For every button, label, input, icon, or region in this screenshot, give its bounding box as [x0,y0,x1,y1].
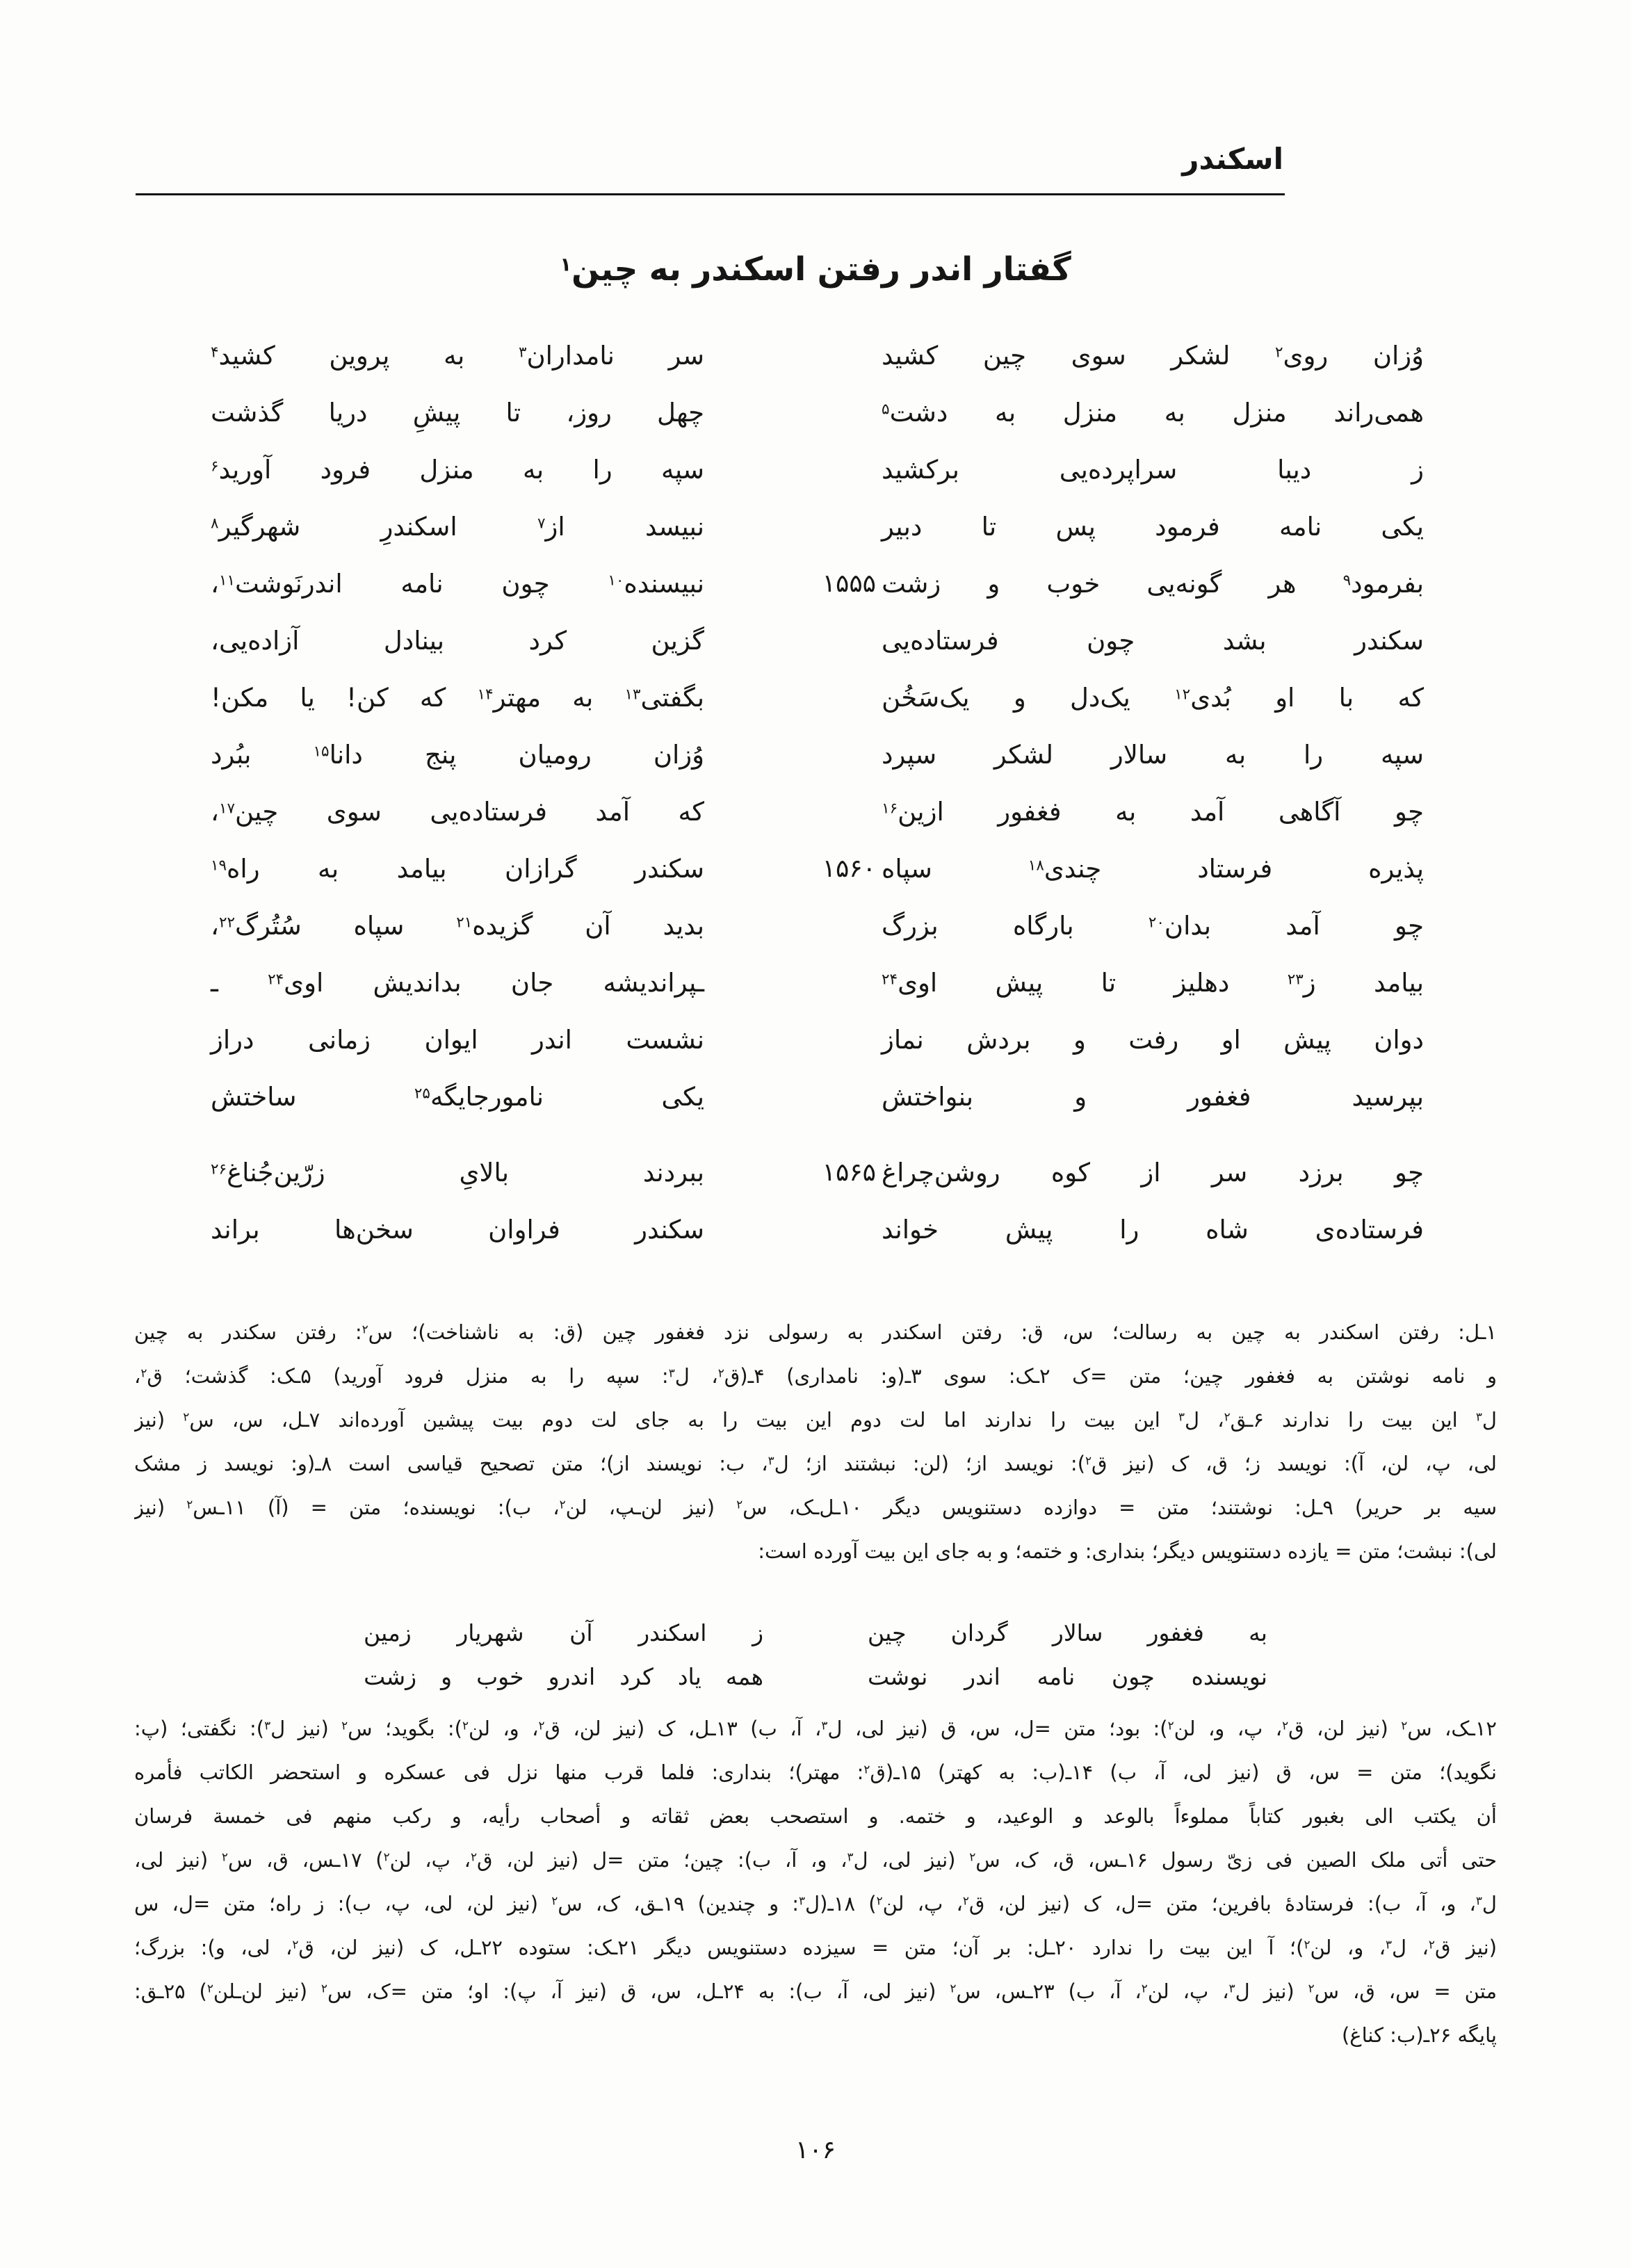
verse-word: و [1074,1081,1087,1112]
verse-word: با [1338,682,1354,713]
verse-line-number: ۱۵۶۵ [822,1158,876,1187]
verse-word: به [1115,796,1137,827]
verse-word: چو [1395,796,1424,827]
running-title: اسکندر [1182,142,1283,176]
second-hemistich [364,1619,763,1646]
verse-word: یکی [1381,511,1424,542]
verse-word: پیشِ [412,397,461,428]
verse-word: دانا$^{۱۵}$ [313,739,363,770]
verse-word: بارگاه [1012,910,1074,941]
second-hemistich [211,968,704,998]
first-hemistich [882,740,1424,770]
verse-word: که [678,796,704,827]
verse-word: گونه‌یی [1146,568,1222,599]
verse-word: خوب [1046,568,1101,599]
section-title-footnote-ref: ۱ [560,254,571,276]
second-hemistich [364,1663,763,1690]
verse-word: از$^۷$ [537,511,565,542]
verse-word: دریا [328,397,368,428]
verse-word: اندر [964,1663,1000,1690]
second-hemistich [211,854,704,884]
verse-word: سالار [1052,1619,1103,1646]
verse-word: فرستاده‌یی [430,796,547,827]
verse-row [134,726,1497,783]
verse-word: از [1141,1157,1161,1188]
verse-word: اوی$^{۲۴}$ [268,967,324,998]
verse-word: شهریار [457,1619,524,1646]
verse-word: سپه [1380,739,1424,770]
first-hemistich [882,341,1424,371]
verse-word: نماز [882,1024,924,1055]
second-hemistich [211,398,704,428]
footnotes-block [134,1311,1497,2057]
verse-word: سخن‌ها [334,1214,414,1245]
verse-word: سر [668,340,704,371]
verse-word: ببردند [642,1157,704,1188]
first-hemistich [868,1619,1267,1646]
verse-word: بزرگ [882,910,939,941]
first-hemistich [882,911,1424,941]
verse-word: ز$^{۲۳}$ [1287,967,1316,998]
verse-row [134,555,1497,612]
footnote-verse-row [134,1655,1497,1699]
verse-word: آمد [595,796,630,827]
verse-row [134,1201,1497,1258]
first-hemistich [882,854,1424,884]
verse-word: اسکندر [638,1619,707,1646]
verse-word: کوه [1050,1157,1091,1188]
verse-word: آمد [1285,910,1320,941]
verse-word: به [1225,739,1247,770]
verse-word: سکندر [635,1214,704,1245]
verse-word: را [1119,1214,1139,1245]
verse-word: تا [505,397,521,428]
verse-word: نبیسنده$^{۱۰}$ [608,568,704,599]
verse-word: سپرد [882,739,937,770]
verse-word: بینادل [383,625,445,656]
verse-row [134,783,1497,840]
verse-word: را [592,454,612,485]
verse-word: و [987,568,1000,599]
verse-word: آزاده‌یی، [211,625,300,656]
second-hemistich [211,341,704,371]
verse-word: و [1073,1024,1086,1055]
verse-word: گردان [950,1619,1008,1646]
verse-row [134,441,1497,498]
verse-row [134,954,1497,1011]
verse-word: کرد [619,1663,654,1690]
verse-word: یا [300,682,315,713]
first-hemistich [882,455,1424,485]
verse-word: چون [1112,1663,1155,1690]
verse-word: او [1221,1024,1241,1055]
verse-word: چهل [657,397,704,428]
verse-word: منزل [1062,397,1118,428]
verse-word: ازین$^{۱۶}$ [882,796,944,827]
verse-word: روی$^۲$ [1275,340,1329,371]
verse-word: روشن‌چراغ [882,1157,1000,1188]
verse-word: آن [569,1619,593,1646]
verse-word: را [1303,739,1324,770]
first-hemistich [882,968,1424,998]
second-hemistich [211,626,704,656]
verse-word: بداندیش [373,967,462,998]
first-hemistich [882,569,1424,599]
verse-word: چو [1395,1157,1424,1188]
verse-word: زمین [364,1619,412,1646]
verse-word: زرّین‌جُناغ$^{۲۶}$ [211,1157,325,1188]
verse-word: کرد [528,625,567,656]
verse-word: آمد [1190,796,1225,827]
first-hemistich [882,398,1424,428]
verse-word: نامه [400,568,444,599]
verse-word: فرستاده‌یی [882,625,999,656]
verse-word: نامه [1279,511,1322,542]
verse-word: جان [510,967,554,998]
verse-word: نبیسد [644,511,704,542]
verse-word: دراز [211,1024,254,1055]
verse-word: به [995,397,1016,428]
footnote-line: متن = س، ق، س$^۲$ (نیز ل$^۳$، پ، لن$^۲$، آ، ب) ۲۳ـس، س$^۲$ (نیز لی، آ، ب): به ۲۴ـل، س، ق (نیز آ، پ): او؛ متن =ک، س$^۲$ (نیز لن‌ـلن$^۲$) ۲۵ـق: [134,1979,1497,2003]
verse-row [134,1068,1497,1125]
verse-word: به [318,853,339,884]
second-hemistich [211,797,704,827]
footnote-line: حتی أتی ملک الصین فی زیّ رسول ۱۶ـس، ق، ک، س$^۲$ (نیز لی، ل$^۳$، و، آ، ب): چین؛ متن =ل (نیز لن، ق$^۲$، پ، لن$^۲$) ۱۷ـس، ق، س$^۲$ (نیز لی، [134,1848,1497,1872]
verse-word: دیبا [1277,454,1312,485]
verse-word: فراوان [488,1214,560,1245]
verse-word: چون [1087,625,1135,656]
second-hemistich [211,1025,704,1055]
verse-word: رومیان [518,739,592,770]
verse-word: به [572,682,594,713]
verse-word: پنج [425,739,457,770]
verse-word: گرازان [505,853,577,884]
verse-word: یاد [677,1663,701,1690]
verse-word: خواند [882,1214,939,1245]
verse-word: کشید [882,340,939,371]
verse-word: سوی [1071,340,1126,371]
verse-word: سپه [660,454,704,485]
verse-word: فرمود [1155,511,1220,542]
verse-word: منزل [1232,397,1287,428]
verse-block-2 [134,1144,1497,1258]
verse-word: براند [211,1214,260,1245]
verse-word: آگاهی [1278,796,1341,827]
verse-word: بپرسید [1352,1081,1424,1112]
verse-word: لشکر [993,739,1054,770]
verse-word: پس [1055,511,1096,542]
verse-row [134,897,1497,954]
verse-word: بردش [966,1024,1031,1055]
verse-word: که [419,682,446,713]
verse-word: سوی [326,796,382,827]
verse-word: شهرگیر$^۸$ [211,511,301,542]
first-hemistich [868,1663,1267,1690]
verse-word: یک‌سَخُن [882,682,970,713]
verse-word: منزل [419,454,474,485]
second-hemistich [211,683,704,713]
verse-word: بفرمود$^۹$ [1342,568,1424,599]
verse-word: چین [868,1619,907,1646]
second-hemistich [211,740,704,770]
verse-word: نامداران$^۳$ [518,340,615,371]
verse-word: اندرنَوشت$^{۱۱}$، [211,568,343,599]
verse-word: به [523,454,544,485]
verse-word: سُتُرگ$^{۲۲}$، [211,910,302,941]
verse-word: بیامد [1374,967,1424,998]
first-hemistich [882,626,1424,656]
footnote-line: ل$^۳$، و، آ، ب): فرستادهٔ بافرین؛ متن =ل، ک (نیز لن، ق$^۲$، پ، لن$^۲$) ۱۸ـ(ل$^۳$: و چندین) ۱۹ـق، ک، س$^۲$ (نیز لن، لی، پ، ب): ز راه؛ متن =ل، س [134,1892,1497,1915]
verse-word: اوی$^{۲۴}$ [882,967,938,998]
first-hemistich [882,1215,1424,1245]
verse-word: بالایِ [459,1157,510,1188]
verse-word: سراپرده‌یی [1059,454,1178,485]
verse-word: بشد [1222,625,1267,656]
verse-word: پروین [329,340,390,371]
second-hemistich [211,512,704,542]
footnote-line: نگوید)؛ متن = س، ق (نیز لی، آ، ب) ۱۴ـ(ب: به کهتر) ۱۵ـ(ق$^۲$: مهتر)؛ بنداری: فلما قرب منها نزل فی عسکره و استحضر الکاتب فأمره [134,1760,1497,1784]
first-hemistich [882,1025,1424,1055]
verse-word: همی‌راند [1333,397,1424,428]
verse-word: تا [1101,967,1117,998]
verse-word: اندر [532,1024,572,1055]
verse-block-1 [134,327,1497,1125]
verse-word: اسکندرِ [380,511,457,542]
verse-word: چو [1395,910,1424,941]
verse-word: کشید$^۴$ [211,340,275,371]
header-rule [136,193,1285,195]
verse-word: اندرو [548,1663,596,1690]
verse-word: زشت [882,568,941,599]
verse-word: وُزان [653,739,704,770]
verse-word: همه [725,1663,763,1690]
footnote-verse-row [134,1611,1497,1655]
verse-word: آورید$^۶$ [211,454,272,485]
verse-word: گزیده$^{۲۱}$ [456,910,533,941]
footnote-line: سیه بر حریر) ۹ـل: نوشتند؛ متن = دوازده دستنویس دیگر ۱۰ـل‌ـک، س$^۲$ (نیز لن‌ـپ، لن$^۲$، ب): نویسنده؛ متن = (آ) ۱۱ـس$^۲$ (نیز [134,1496,1497,1519]
verse-word: برکشید [882,454,959,485]
verse-word: چندی$^{۱۸}$ [1028,853,1102,884]
verse-word: نامه [1037,1663,1076,1690]
verse-word: فرستاد [1197,853,1273,884]
verse-word: زمانی [307,1024,371,1055]
footnote-line: لی): نبشت؛ متن = یازده دستنویس دیگر؛ بنداری: و ختمه؛ و به جای این بیت آورده است: [758,1539,1497,1563]
verse-word: سکندر [635,853,704,884]
verse-word: چون [501,568,550,599]
second-hemistich [211,455,704,485]
verse-word: پیش [1283,1024,1331,1055]
second-hemistich [211,569,704,599]
verse-row [134,612,1497,669]
first-hemistich [882,512,1424,542]
verse-word: پیش [1005,1214,1053,1245]
verse-word: وُزان [1372,340,1424,371]
verse-word: رفت [1128,1024,1179,1055]
verse-word: دبیر [882,511,923,542]
verse-word: لشکر [1171,340,1231,371]
verse-word: مکن! [211,682,269,713]
verse-line-number: ۱۵۶۰ [822,854,876,883]
verse-word: پیش [995,967,1044,998]
section-title [134,250,1497,289]
verse-word: سکندر [1354,625,1424,656]
verse-word: و [1013,682,1026,713]
verse-word: به [1249,1619,1267,1646]
verse-word: چین$^{۱۷}$، [211,796,279,827]
verse-word: پذیره [1368,853,1424,884]
verse-line-number: ۱۵۵۵ [822,569,876,598]
verse-word: نامورجایگه$^{۲۵}$ [414,1081,544,1112]
verse-word: سپاه [882,853,932,884]
second-hemistich [211,1158,704,1188]
page-number: ۱۰۶ [795,2136,836,2164]
verse-row [134,840,1497,897]
verse-row [134,1144,1497,1201]
verse-word: کن! [346,682,389,713]
second-hemistich [211,1215,704,1245]
verse-word: و [441,1663,453,1690]
verse-word: بنواختش [882,1081,974,1112]
verse-word: یکی [661,1081,704,1112]
second-hemistich [211,911,704,941]
verse-word: فرستاده‌ی [1315,1214,1424,1245]
verse-word: زشت [364,1663,417,1690]
verse-word: هر [1268,568,1297,599]
verse-word: خوب [476,1663,524,1690]
verse-word: بُدی$^{۱۲}$ [1174,682,1231,713]
verse-row [134,327,1497,384]
verse-word: راه$^{۱۹}$ [211,853,260,884]
verse-word: نویسنده [1191,1663,1267,1690]
footnote-line: ل$^۳$ این بیت را ندارند ۶ـق$^۲$، ل$^۳$ این بیت را ندارند اما لت دوم این بیت را به جای لت دوم بیت پیشین آورده‌اند ۷ـل، س، س$^۲$ (نیز [134,1408,1497,1432]
verse-word: ـ [211,967,218,998]
verse-row [134,384,1497,441]
footnote-line: ۱ـل: رفتن اسکندر به چین به رسالت؛ س، ق: رفتن اسکندر به رسولی نزد فغفور چین (ق: به ناشناخت)؛ س$^۲$: رفتن سکندر به چین [134,1320,1497,1344]
verse-row [134,1011,1497,1068]
verse-word: فرود [320,454,371,485]
first-hemistich [882,683,1424,713]
verse-row [134,669,1497,726]
footnote-line: پایگه ۲۶ـ(ب: کناغ) [1341,2023,1497,2047]
verse-word: ایوان [424,1024,478,1055]
verse-word: ز [752,1619,763,1646]
second-hemistich [211,1082,704,1112]
verse-word: بگفتی$^{۱۳}$ [624,682,704,713]
verse-word: فغفور [1147,1619,1204,1646]
verse-word: گزین [651,625,704,656]
footnote-line: لی، پ، لن، آ): نویسد ز؛ ق، ک (نیز ق$^۲$): نویسد از؛ (لن: نبشتند از؛ ل$^۳$، ب: نویسند از)؛ متن تصحیح قیاسی است ۸ـ(و: نویسد ز مشک [134,1452,1497,1475]
verse-word: دوان [1374,1024,1424,1055]
verse-word: آن [585,910,611,941]
footnote-verse-block [134,1611,1497,1699]
verse-word: او [1275,682,1295,713]
footnote-line: و نامه نوشتن به فغفور چین؛ متن =ک ۲ـک: سوی ۳ـ(و: نامداری) ۴ـ(ق$^۲$، ل$^۳$: سپه را به منزل فرود آورید) ۵ـک: گذشت؛ ق$^۲$، [134,1364,1497,1388]
verse-word: دشت$^۵$ [882,397,948,428]
verse-word: نوشت [868,1663,928,1690]
verse-word: دهلیز [1174,967,1230,998]
section-title-text: گفتار اندر رفتن اسکندر به چین [571,250,1071,289]
verse-word: که [1397,682,1424,713]
verse-word: مهتر$^{۱۴}$ [477,682,542,713]
first-hemistich [882,1082,1424,1112]
verse-word: برزد [1298,1157,1344,1188]
verse-word: سر [1211,1157,1248,1188]
verse-word: به [444,340,465,371]
verse-word: روز، [566,397,612,428]
verse-word: گذشت [211,397,284,428]
verse-word: تا [981,511,997,542]
verse-word: نشست [626,1024,704,1055]
verse-word: ـپراندیشه [603,967,704,998]
verse-word: ز [1411,454,1424,485]
first-hemistich [882,797,1424,827]
first-hemistich [882,1158,1424,1188]
verse-word: یک‌دل [1070,682,1130,713]
verse-word: سپاه [353,910,405,941]
verse-word: ساختش [211,1081,297,1112]
verse-word: به [1164,397,1185,428]
verse-word: بیامد [396,853,447,884]
verse-word: بدید [663,910,704,941]
verse-word: چین [982,340,1027,371]
verse-word: فغفور [998,796,1062,827]
verse-word: شاه [1206,1214,1249,1245]
verse-word: سالار [1110,739,1168,770]
verse-word: ببُرد [211,739,252,770]
footnote-line: (نیز ق$^۲$، ل$^۳$، و، لن$^۲$)؛ آ این بیت را ندارد ۲۰ـل: بر آن؛ متن = سیزده دستنویس دیگر ۲۱ـک: ستوده ۲۲ـل، ک (نیز لن، ق$^۲$، لی، و): بزرگ؛ [134,1936,1497,1959]
footnote-line: ۱۲ـک، س$^۲$ (نیز لن، ق$^۲$، پ، و، لن$^۲$): بود؛ متن =ل، س، ق (نیز لی، ل$^۳$، آ، ب) ۱۳ـل، ک (نیز لن، ق$^۲$، و، لن$^۲$): بگوید؛ س$^۲$ (نیز ل$^۳$): نگفتی؛ (پ: [134,1717,1497,1740]
verse-word: بدان$^{۲۰}$ [1148,910,1212,941]
footnote-line: أن یکتب الی بغبور کتاباً مملوءاً بالوعد و الوعید، و ختمه. و استصحب بعض ثقاته و أصحاب رأیه، و رکب منهم فی خمسة فرسان [134,1804,1497,1828]
verse-word: فغفور [1187,1081,1251,1112]
verse-row [134,498,1497,555]
